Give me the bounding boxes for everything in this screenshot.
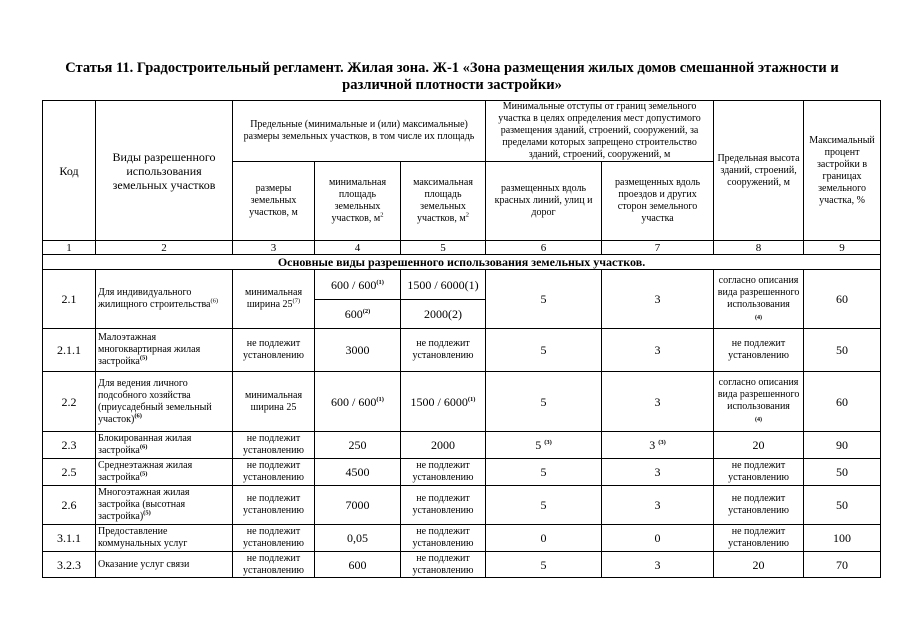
header-setbacks-group: Минимальные отступы от границ земельного участка в целях определения мест допустимого размещения зданий, строений, сооружений, за пределами которых запрещено строительство зданий, строений, сооружений, м: [486, 101, 714, 162]
footnote-ref: (7): [292, 297, 301, 305]
row-max-area: не подлежит установлению: [401, 459, 486, 486]
row-height: 20: [714, 432, 804, 459]
title-line-1: Статья 11. Градостроительный регламент. Жилая зона. Ж-1 «Зона размещения жилых домов смешанной этажности и: [65, 60, 839, 76]
row-height: 20: [714, 552, 804, 578]
row-setback-red: 5: [486, 486, 602, 525]
header-row-1: [43, 101, 881, 162]
row-name: Предоставление коммунальных услуг: [96, 525, 233, 552]
col-number: 8: [714, 241, 804, 255]
row-max-area: 1500 / 6000$^{(1)}$: [401, 372, 486, 432]
row-code: 2.1.1: [43, 329, 96, 372]
footnote-ref: (1): [376, 278, 384, 286]
row-code: 3.2.3: [43, 552, 96, 578]
row-min-area: 4500: [315, 459, 401, 486]
row-height: согласно описания вида разрешенного использования (4): [714, 270, 804, 329]
row-max-area: 2000(2): [401, 300, 486, 329]
footnote-ref: (2): [362, 308, 371, 315]
row-percent: 60: [804, 270, 881, 329]
header-limits-max: максимальная площадь земельных участков, $м^2$: [401, 162, 486, 241]
table-row: [43, 459, 881, 486]
row-setback-side: 3: [602, 486, 714, 525]
col-number: 5: [401, 241, 486, 255]
row-max-area: не подлежит установлению: [401, 486, 486, 525]
row-code: 2.5: [43, 459, 96, 486]
row-height: не подлежит установлению: [714, 329, 804, 372]
row-percent: 50: [804, 486, 881, 525]
table-row: [43, 329, 881, 372]
table-row: [43, 525, 881, 552]
row-name: Многоэтажная жилая застройка (высотная застройка)$^{(5)}$: [96, 486, 233, 525]
row-min-area: 600$^{(2)}$: [315, 300, 401, 329]
col-number: 4: [315, 241, 401, 255]
footnote-ref: (6): [210, 297, 219, 305]
footnote-ref: (3): [544, 439, 552, 446]
row-setback-side: 3: [602, 552, 714, 578]
row-min-area: 7000: [315, 486, 401, 525]
row-min-area: 600 / 600$^{(1)}$: [315, 372, 401, 432]
header-limits-min: минимальная площадь земельных участков, $м^2$: [315, 162, 401, 241]
row-min-area: 0,05: [315, 525, 401, 552]
col-number: 9: [804, 241, 881, 255]
footnote-ref: (4): [755, 314, 763, 321]
row-setback-side: 3 $^{(3)}$: [602, 432, 714, 459]
row-setback-red: 5: [486, 459, 602, 486]
row-size: не подлежит установлению: [233, 552, 315, 578]
row-max-area: 2000: [401, 432, 486, 459]
footnote-ref: (6): [134, 412, 142, 420]
footnote-ref: (1): [467, 395, 476, 403]
col-number: 6: [486, 241, 602, 255]
row-name: Малоэтажная многоквартирная жилая застройка$^{(5)}$: [96, 329, 233, 372]
table-row: [43, 432, 881, 459]
row-height: согласно описания вида разрешенного использования (4): [714, 372, 804, 432]
header-limits-size: размеры земельных участков, м: [233, 162, 315, 241]
row-name: Среднеэтажная жилая застройка$^{(5)}$: [96, 459, 233, 486]
footnote-ref: (1): [376, 395, 384, 403]
header-types: Виды разрешенного использования земельных участков: [96, 101, 233, 241]
header-percent: Максимальный процент застройки в границах земельного участка, %: [804, 101, 881, 241]
row-size: минимальная ширина 25: [233, 372, 315, 432]
col-number: 7: [602, 241, 714, 255]
row-min-area: 3000: [315, 329, 401, 372]
row-percent: 100: [804, 525, 881, 552]
row-setback-side: 3: [602, 270, 714, 329]
header-setbacks-red: размещенных вдоль красных линий, улиц и дорог: [486, 162, 602, 241]
row-percent: 90: [804, 432, 881, 459]
header-code: Код: [43, 101, 96, 241]
row-code: 2.3: [43, 432, 96, 459]
sup-m2-min: 2: [380, 211, 384, 219]
row-name: Блокированная жилая застройка$^{(6)}$: [96, 432, 233, 459]
regulation-table: [42, 100, 881, 578]
row-size: минимальная ширина 25$^{(7)}$: [233, 270, 315, 329]
row-height: не подлежит установлению: [714, 459, 804, 486]
document-title: [36, 60, 868, 94]
row-min-area: 250: [315, 432, 401, 459]
row-setback-side: 3: [602, 459, 714, 486]
row-size: не подлежит установлению: [233, 525, 315, 552]
row-setback-red: 5: [486, 329, 602, 372]
table-row: [43, 270, 881, 300]
table-row: [43, 372, 881, 432]
row-size: не подлежит установлению: [233, 329, 315, 372]
row-code: 2.1: [43, 270, 96, 329]
table-row: [43, 552, 881, 578]
col-number: 2: [96, 241, 233, 255]
table-row: [43, 486, 881, 525]
row-setback-red: 5: [486, 372, 602, 432]
row-percent: 50: [804, 329, 881, 372]
row-size: не подлежит установлению: [233, 486, 315, 525]
row-height: не подлежит установлению: [714, 525, 804, 552]
footnote-ref: (5): [139, 354, 148, 362]
section-row: [43, 255, 881, 270]
row-min-area: 600: [315, 552, 401, 578]
row-max-area: не подлежит установлению: [401, 329, 486, 372]
row-setback-red: 5: [486, 270, 602, 329]
title-line-2: различной плотности застройки»: [342, 77, 562, 93]
row-code: 2.6: [43, 486, 96, 525]
footnote-ref: (4): [755, 417, 763, 423]
row-setback-side: 3: [602, 372, 714, 432]
row-setback-side: 0: [602, 525, 714, 552]
header-setbacks-side: размещенных вдоль проездов и других сторон земельного участка: [602, 162, 714, 241]
row-code: 3.1.1: [43, 525, 96, 552]
footnote-ref: (6): [139, 443, 148, 451]
row-percent: 50: [804, 459, 881, 486]
row-size: не подлежит установлению: [233, 459, 315, 486]
row-name: Для ведения личного подсобного хозяйства (приусадебный земельный участок)$^{(6)}$: [96, 372, 233, 432]
row-height: не подлежит установлению: [714, 486, 804, 525]
col-number: 3: [233, 241, 315, 255]
row-name: Оказание услуг связи: [96, 552, 233, 578]
row-percent: 60: [804, 372, 881, 432]
row-setback-side: 3: [602, 329, 714, 372]
row-max-area: не подлежит установлению: [401, 525, 486, 552]
row-setback-red: 0: [486, 525, 602, 552]
col-number: 1: [43, 241, 96, 255]
column-number-row: [43, 241, 881, 255]
footnote-ref: (5): [139, 470, 148, 478]
row-max-area: 1500 / 6000(1): [401, 270, 486, 300]
header-limits-group: Предельные (минимальные и (или) максимальные) размеры земельных участков, в том числе их площадь: [233, 101, 486, 162]
header-height: Предельная высота зданий, строений, сооружений, м: [714, 101, 804, 241]
row-size: не подлежит установлению: [233, 432, 315, 459]
row-name: Для индивидуального жилищного строительства$^{(6)}$: [96, 270, 233, 329]
row-setback-red: 5 $^{(3)}$: [486, 432, 602, 459]
section-title: Основные виды разрешенного использования земельных участков.: [43, 255, 881, 270]
row-setback-red: 5: [486, 552, 602, 578]
row-min-area: 600 / 600$^{(1)}$: [315, 270, 401, 300]
footnote-ref: (3): [658, 439, 666, 446]
sup-m2-max: 2: [465, 211, 469, 219]
row-max-area: не подлежит установлению: [401, 552, 486, 578]
row-code: 2.2: [43, 372, 96, 432]
row-percent: 70: [804, 552, 881, 578]
footnote-ref: (5): [143, 509, 151, 517]
